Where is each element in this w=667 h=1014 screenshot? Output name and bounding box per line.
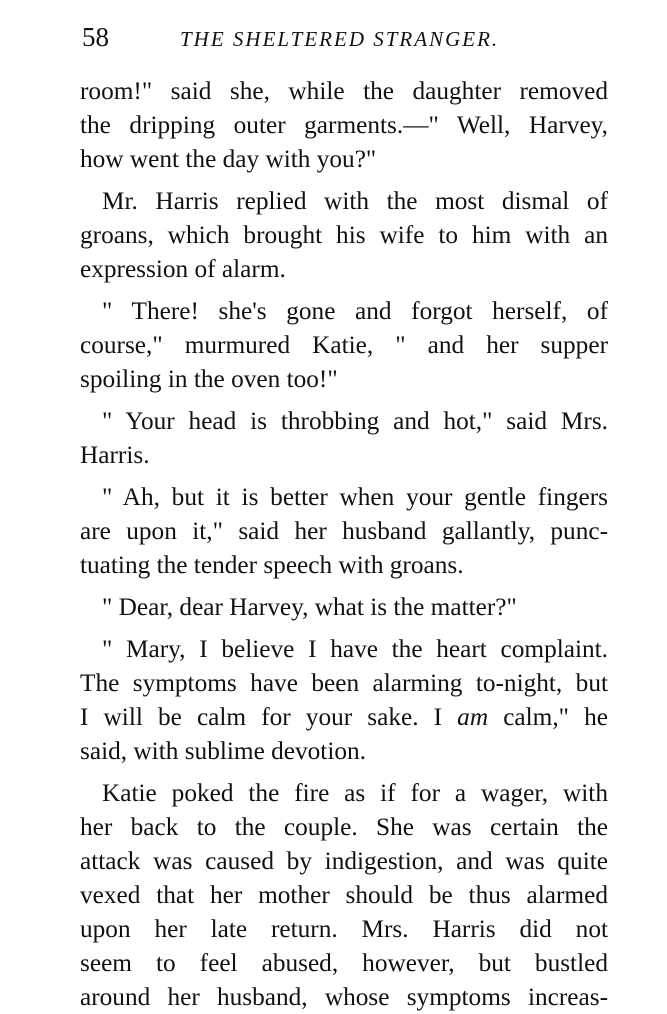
text-line: the dripping outer garments.—" Well, Harvey, — [80, 111, 608, 139]
text-line: expression of alarm. — [80, 255, 286, 283]
text-line: how went the day with you?" — [80, 145, 377, 173]
text-line: course," murmured Katie, " and her supper — [80, 331, 608, 359]
text-line: seem to feel abused, however, but bustled — [80, 949, 608, 977]
text-line: room!" said she, while the daughter removed — [80, 77, 608, 105]
italic-word: am — [457, 703, 489, 731]
text-line: Katie poked the fire as if for a wager, with — [102, 779, 608, 807]
text-line: Mr. Harris replied with the most dismal of — [102, 187, 608, 215]
text-line: upon her late return. Mrs. Harris did not — [80, 915, 608, 943]
paragraph — [80, 480, 608, 582]
paragraph — [80, 184, 608, 286]
paragraph — [80, 74, 608, 176]
text-line: groans, which brought his wife to him with an — [80, 221, 608, 249]
running-title: THE SHELTERED STRANGER. — [180, 27, 500, 51]
text-line: spoiling in the oven too!" — [80, 365, 338, 393]
text-line: " Ah, but it is better when your gentle fingers — [102, 483, 608, 511]
paragraph — [80, 632, 608, 768]
text-line-with-italic — [80, 700, 608, 734]
text-line: " There! she's gone and forgot herself, of — [102, 297, 608, 325]
text-line: tuating the tender speech with groans. — [80, 551, 464, 579]
text-span: I will be calm for your sake. I — [80, 703, 458, 731]
text-line: are upon it," said her husband gallantly, punc- — [80, 517, 608, 545]
text-line: attack was caused by indigestion, and was quite — [80, 847, 608, 875]
page-header — [82, 20, 612, 54]
paragraph — [80, 776, 608, 1014]
paragraph — [80, 590, 608, 624]
text-line: Harris. — [80, 441, 150, 469]
text-line: around her husband, whose symptoms increas- — [80, 983, 608, 1011]
text-line: " Dear, dear Harvey, what is the matter?" — [102, 593, 517, 621]
text-line: vexed that her mother should be thus alarmed — [80, 881, 608, 909]
text-line: " Your head is throbbing and hot," said Mrs. — [102, 407, 608, 435]
text-line: The symptoms have been alarming to-night, but — [80, 669, 608, 697]
paragraph — [80, 404, 608, 472]
body-text — [80, 74, 608, 1014]
text-line: said, with sublime devotion. — [80, 737, 366, 765]
paragraph — [80, 294, 608, 396]
text-line: " Mary, I believe I have the heart complaint. — [102, 635, 608, 663]
page-number: 58 — [82, 22, 109, 52]
text-span: calm," he — [488, 703, 608, 731]
text-line: her back to the couple. She was certain the — [80, 813, 608, 841]
